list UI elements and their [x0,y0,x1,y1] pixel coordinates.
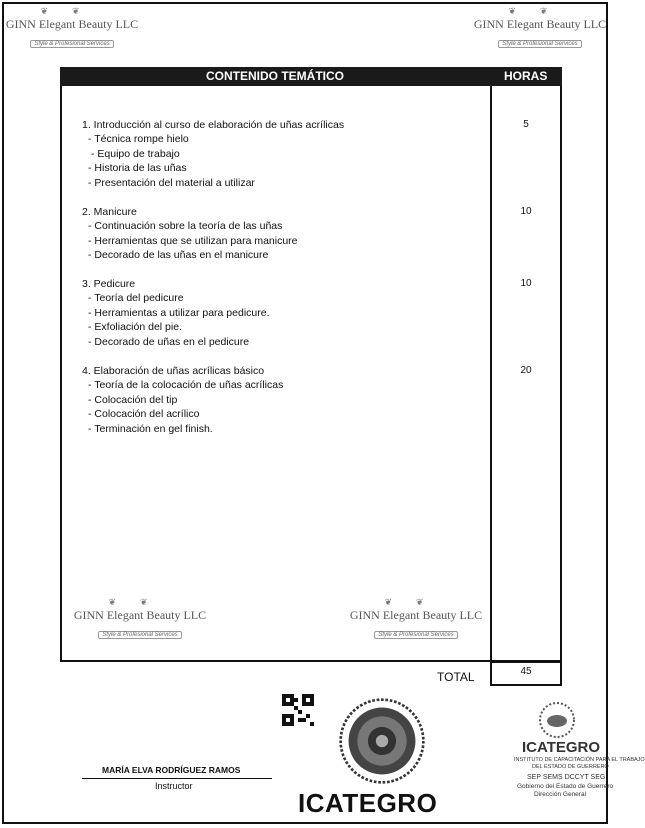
module-item: - Teoría del pedicure [88,292,184,304]
module-item: - Decorado de las uñas en el manicure [88,249,269,261]
table-header [60,67,562,86]
module-item: - Equipo de trabajo [91,148,180,160]
module-item: - Herramientas que se utilizan para manicure [88,235,298,247]
stamp-text: Dirección General [534,791,587,798]
module-title: 1. Introducción al curso de elaboración de uñas acrílicas [82,119,345,131]
module-item: - Presentación del material a utilizar [88,177,255,189]
module-item: - Historia de las uñas [88,162,187,174]
stamp-brand: ICATEGRO [522,739,601,756]
total-value: 45 [490,662,562,686]
header-content: CONTENIDO TEMÁTICO [206,69,344,83]
total-label: TOTAL [437,670,475,684]
module-hours: 10 [520,206,532,217]
module-item: - Terminación en gel finish. [88,423,213,435]
module-item: - Técnica rompe hielo [88,133,189,145]
stamp-text: SEP SEMS DCCYT SEG [527,774,606,781]
module-title: 2. Manicure [82,206,137,218]
brand-wordmark: ICATEGRO [298,788,438,818]
watermark-logo: ❦❦ GINN Elegant Beauty LLC Style & Profesional Services [349,597,483,638]
module-item: - Continuación sobre la teoría de las uñas [88,220,283,232]
module-hours: 5 [523,119,529,130]
module-title: 4. Elaboración de uñas acrílicas básico [82,365,265,377]
instructor-name: MARÍA ELVA RODRÍGUEZ RAMOS [102,765,241,775]
module-item: - Colocación del tip [88,394,178,406]
stamp-text: INSTITUTO DE CAPACITACIÓN PARA EL TRABAJO [514,757,645,763]
stamp-text: DEL ESTADO DE GUERRERO [532,764,609,770]
module-item: - Decorado de uñas en el pedicure [88,336,250,348]
module-hours: 20 [520,365,532,376]
state-seal-icon [338,697,426,785]
watermark-logo: ❦❦ GINN Elegant Beauty LLC Style & Profesional Services [473,6,607,47]
module-hours: 10 [520,278,532,289]
module-item: - Exfoliación del pie. [88,321,182,333]
module-item: - Colocación del acrílico [88,408,200,420]
signature-line [82,778,272,779]
qr-code-icon [282,694,314,726]
watermark-logo: ❦❦ GINN Elegant Beauty LLC Style & Profesional Services [73,597,207,638]
watermark-logo: ❦❦ GINN Elegant Beauty LLC Style & Profesional Services [5,6,139,47]
instructor-role: Instructor [155,781,193,791]
module-item: - Teoría de la colocación de uñas acrílicas [88,379,284,391]
module-item: - Herramientas a utilizar para pedicure. [88,307,270,319]
stamp-logo-icon [537,700,577,740]
stamp-text: Gobierno del Estado de Guerrero [517,783,614,790]
header-hours: HORAS [504,69,548,83]
module-title: 3. Pedicure [82,278,136,290]
